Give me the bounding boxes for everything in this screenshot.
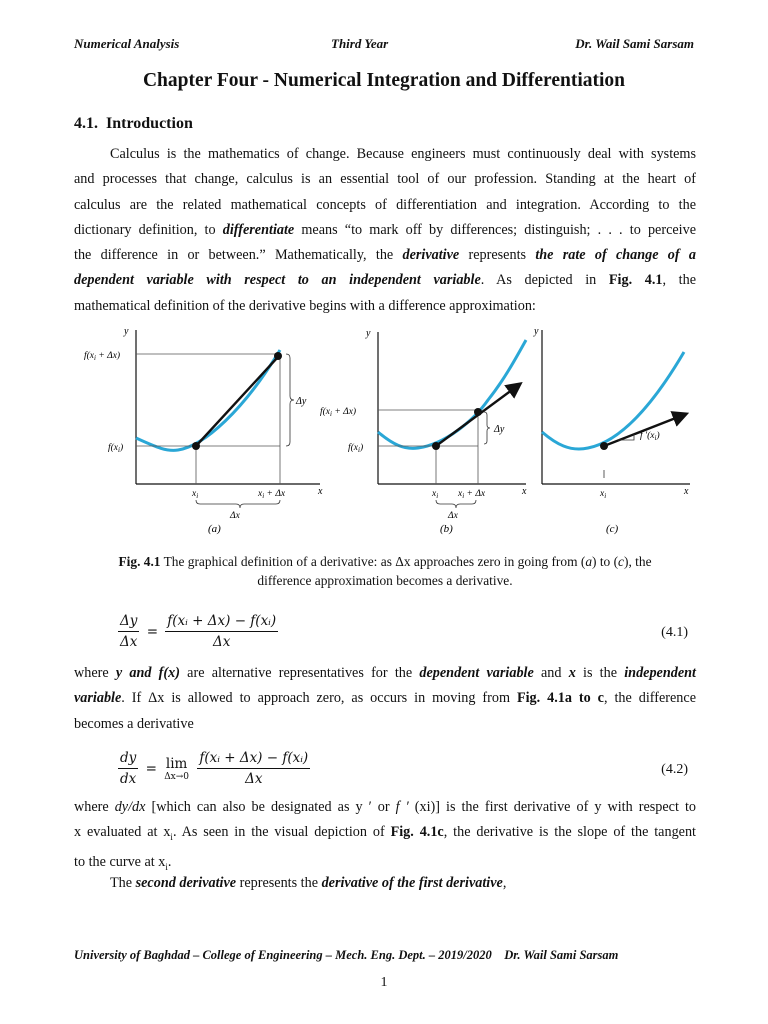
- text-line: mathematical definition of the derivative begins with a difference approximation:: [74, 297, 536, 314]
- point-xi: [600, 442, 608, 450]
- dy-label: Δy: [494, 424, 505, 435]
- dx-label: Δx: [448, 511, 458, 521]
- equation-number: (4.2): [661, 762, 688, 777]
- point-xi: [432, 442, 440, 450]
- eq-lhs: $\frac{dy}{dx}$: [120, 750, 137, 787]
- text-line: x evaluated at $x_i$. As seen in the visual depiction of Fig. 4.1c, the derivative is the slope of the tangent: [74, 824, 697, 843]
- header-year: Third Year: [331, 36, 389, 51]
- derivative-figure: [74, 320, 696, 538]
- footer-institution: University of Baghdad – College of Engineering – Mech. Eng. Dept. – 2019/2020: [74, 948, 492, 962]
- dx-brace: [436, 500, 476, 508]
- xi-label: $x_i$: [600, 489, 607, 500]
- y-axis-label: y: [534, 326, 539, 337]
- x-axis-label: x: [684, 486, 689, 497]
- caption-line: Fig. 4.1 The graphical definition of a derivative: as Δx approaches zero in going from (a) to (c), the: [118, 554, 652, 569]
- header-course: Numerical Analysis: [74, 36, 180, 51]
- page-number: 1: [380, 975, 388, 990]
- footer-author: Dr. Wail Sami Sarsam: [504, 948, 619, 962]
- point-xi-dx: [474, 408, 482, 416]
- text-line: becomes a derivative: [74, 715, 194, 732]
- eq-lhs: $\frac{\Delta y}{\Delta x}$: [120, 613, 138, 650]
- equation-number: (4.1): [661, 625, 688, 640]
- y-axis-label: y: [366, 328, 371, 339]
- section-number: 4.1.: [74, 115, 98, 132]
- section-heading: [74, 115, 193, 133]
- text-line: The second derivative represents the derivative of the first derivative,: [110, 875, 507, 891]
- panel-label: (b): [440, 523, 453, 535]
- xi-label: $x_i$: [432, 489, 439, 500]
- xi-dx-label: $x_i + \Delta x$: [458, 489, 486, 500]
- xi-label: $x_i$: [192, 489, 199, 500]
- text-line: dependent variable with respect to an independent variable. As depicted in Fig. 4.1, the: [74, 272, 696, 289]
- figure-4-1: [74, 320, 696, 538]
- eq-rhs: $\frac{\text{f(xᵢ + Δx) − f(xᵢ)}}{\Delta x}$: [199, 750, 309, 787]
- page-header: [74, 36, 694, 54]
- paragraph-2: [74, 661, 696, 737]
- caption-line: difference approximation becomes a derivative.: [257, 573, 513, 588]
- dx-label: Δx: [230, 511, 240, 521]
- point-xi-dx: [274, 352, 282, 360]
- text-line: calculus are the related mathematical concepts of differentiation and integration. According to the: [74, 196, 696, 213]
- y-axis-label: y: [124, 326, 129, 337]
- tangent-arrow: [604, 414, 686, 446]
- dy-brace: [484, 412, 490, 444]
- figure-caption: [74, 552, 696, 590]
- xi-dx-label: $x_i + \Delta x$: [258, 489, 286, 500]
- page-footer: [74, 948, 696, 963]
- text-line: variable. If Δx is allowed to approach zero, as occurs in moving from Fig. 4.1a to c, the difference: [74, 690, 696, 707]
- dx-brace: [196, 500, 280, 508]
- text-line: Calculus is the mathematics of change. Because engineers must continuously deal with systems: [110, 146, 696, 162]
- eq-rhs: $\frac{\text{f(xᵢ + Δx) − f(xᵢ)}}{\Delta x}$: [167, 613, 277, 650]
- f-prime-label: f $'(x_i)$: [640, 431, 660, 442]
- text-line: where dy/dx [which can also be designated as y ′ or f ′ (xi)] is the first derivative of y with respect to: [74, 799, 696, 815]
- text-line: dictionary definition, to differentiate means “to mark off by differences; distinguish; . . . to perceive: [74, 221, 697, 238]
- text-line: and processes that change, calculus is an essential tool of our profession. Standing at the heart of: [74, 171, 696, 188]
- paragraph-3: [74, 795, 696, 881]
- paragraph-4: [74, 871, 696, 896]
- text-line: where y and f(x) are alternative representatives for the dependent variable and x is the independent: [74, 665, 696, 681]
- x-axis-label: x: [318, 486, 323, 497]
- equation-4-1: $\frac{\Delta y}{\Delta x}$ = $\frac{\text{f(xᵢ + Δx) − f(xᵢ)}}{\Delta x}$: [120, 613, 277, 650]
- f-xi-label: $f(x_i)$: [348, 443, 364, 454]
- f-xi-dx-label: $f(x_i + \Delta x)$: [320, 407, 357, 418]
- panel-c: [533, 326, 690, 535]
- f-xi-label: $f(x_i)$: [108, 443, 124, 454]
- equation-4-2: $\frac{dy}{dx}$ = lim Δx→0 $\frac{\text{f(xᵢ + Δx) − f(xᵢ)}}{\Delta x}$: [120, 750, 309, 787]
- header-author: Dr. Wail Sami Sarsam: [575, 36, 694, 51]
- dy-label: Δy: [296, 396, 307, 407]
- text-line: the difference in or between.” Mathematically, the derivative represents the rate of change of a: [74, 247, 696, 264]
- point-xi: [192, 442, 200, 450]
- dy-brace: [286, 354, 294, 446]
- x-axis-label: x: [522, 486, 527, 497]
- curve: [542, 352, 684, 449]
- panel-label: (a): [208, 523, 221, 535]
- intro-paragraph: [74, 142, 696, 319]
- secant-arrow: [196, 358, 277, 446]
- chapter-title: Chapter Four - Numerical Integration and Differentiation: [142, 70, 626, 91]
- panel-b: [320, 328, 527, 535]
- text-line: to the curve at $x_i$.: [74, 854, 172, 873]
- limit: lim Δx→0: [164, 755, 190, 782]
- f-xi-dx-label: $f(x_i + \Delta x)$: [84, 351, 121, 362]
- section-title: Introduction: [106, 115, 193, 132]
- panel-label: (c): [606, 523, 619, 535]
- curve: [136, 350, 280, 450]
- panel-a: [84, 326, 323, 535]
